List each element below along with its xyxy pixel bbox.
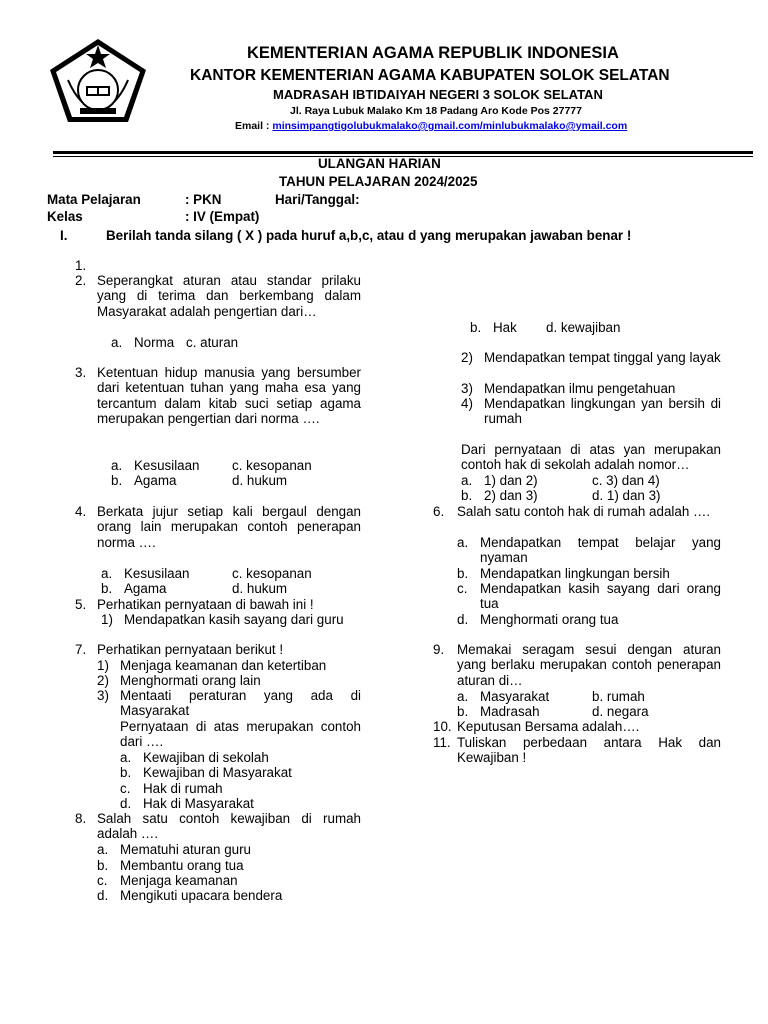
school-logo xyxy=(46,36,150,124)
q2-option-a-letter: a. xyxy=(111,335,123,350)
q3-text: Ketentuan hidup manusia yang bersumber dari ketentuan tuhan yang maha esa yang tercantum dalam kitab suci setiap agama merupakan pengertian dari norma …. xyxy=(97,365,361,427)
q8-number: 8. xyxy=(75,811,87,826)
q6-option-a-letter: a. xyxy=(457,535,469,550)
q8-option-c: Menjaga keamanan xyxy=(120,873,238,888)
q5-statement-4: Mendapatkan lingkungan yan bersih di rumah xyxy=(484,396,721,427)
school-address: Jl. Raya Lubuk Malako Km 18 Padang Aro Kode Pos 27777 xyxy=(290,105,582,117)
q4-option-c: c. kesopanan xyxy=(232,566,312,581)
q5-option-a: 1) dan 2) xyxy=(484,473,538,488)
q11-number: 11. xyxy=(433,735,451,750)
q6-option-c-letter: c. xyxy=(457,581,468,596)
q2-number: 2. xyxy=(75,273,87,288)
q8-option-d: Mengikuti upacara bendera xyxy=(120,888,283,903)
school-name: MADRASAH IBTIDAIYAH NEGERI 3 SOLOK SELATAN xyxy=(273,87,603,102)
q7-statement-1: Menjaga keamanan dan ketertiban xyxy=(120,658,327,673)
q8-option-b: Membantu orang tua xyxy=(120,858,244,873)
q5-statement-3-number: 3) xyxy=(461,381,473,396)
q7-statement-2-number: 2) xyxy=(97,673,109,688)
q3-option-b-letter: b. xyxy=(111,473,123,488)
q1-number: 1. xyxy=(75,258,87,273)
q5-stem: Dari pernyataan di atas yan merupakan contoh hak di sekolah adalah nomor… xyxy=(461,442,721,473)
q5-option-d: d. 1) dan 3) xyxy=(592,488,661,503)
q7-statement-3: Mentaati peraturan yang ada di Masyarakat xyxy=(120,688,361,719)
q8-option-b-letter: b. xyxy=(97,858,109,873)
q8-option-a: Mematuhi aturan guru xyxy=(120,842,252,857)
section-instruction: Berilah tanda silang ( X ) pada huruf a,b,c, atau d yang merupakan jawaban benar ! xyxy=(106,228,632,243)
q7-number: 7. xyxy=(75,642,87,657)
q2-option-b-letter: b. xyxy=(470,320,482,335)
q7-option-d-letter: d. xyxy=(120,796,132,811)
q3-option-a-letter: a. xyxy=(111,458,123,473)
q4-option-d: d. hukum xyxy=(232,581,288,596)
q6-option-a: Mendapatkan tempat belajar yang nyaman xyxy=(480,535,721,566)
q9-option-a: Masyarakat xyxy=(480,689,550,704)
q5-number: 5. xyxy=(75,597,87,612)
q4-option-a-letter: a. xyxy=(101,566,113,581)
q7-option-a: Kewajiban di sekolah xyxy=(143,750,269,765)
q7-statement-2: Menghormati orang lain xyxy=(120,673,261,688)
q8-text: Salah satu contoh kewajiban di rumah adalah …. xyxy=(97,811,361,842)
q7-statement-1-number: 1) xyxy=(97,658,109,673)
date-label: Hari/Tanggal: xyxy=(275,192,360,207)
q8-option-c-letter: c. xyxy=(97,873,108,888)
q10-text: Keputusan Bersama adalah…. xyxy=(457,719,640,734)
q6-option-c: Mendapatkan kasih sayang dari orang tua xyxy=(480,581,721,612)
q5-statement-3: Mendapatkan ilmu pengetahuan xyxy=(484,381,676,396)
q6-option-b-letter: b. xyxy=(457,566,469,581)
q9-option-b-letter: b. xyxy=(457,704,469,719)
q7-stem: Pernyataan di atas merupakan contoh dari …. xyxy=(120,719,361,750)
q8-option-d-letter: d. xyxy=(97,888,109,903)
ministry-title: KEMENTERIAN AGAMA REPUBLIK INDONESIA xyxy=(247,44,619,62)
q5-text: Perhatikan pernyataan di bawah ini ! xyxy=(97,597,314,612)
q9-number: 9. xyxy=(433,642,445,657)
school-email xyxy=(235,120,627,132)
q3-number: 3. xyxy=(75,365,87,380)
q5-statement-4-number: 4) xyxy=(461,396,473,411)
class-value: : IV (Empat) xyxy=(185,209,260,224)
q3-option-b: Agama xyxy=(134,473,177,488)
q7-statement-3-number: 3) xyxy=(97,688,109,703)
q4-option-b: Agama xyxy=(124,581,167,596)
q9-option-b: Madrasah xyxy=(480,704,540,719)
q5-statement-1: Mendapatkan kasih sayang dari guru xyxy=(124,612,344,627)
exam-year: TAHUN PELAJARAN 2024/2025 xyxy=(279,174,478,189)
q6-option-d: Menghormati orang tua xyxy=(480,612,619,627)
q4-option-a: Kesusilaan xyxy=(124,566,190,581)
q7-text: Perhatikan pernyataan berikut ! xyxy=(97,642,284,657)
q4-option-b-letter: b. xyxy=(101,581,113,596)
q11-text: Tuliskan perbedaan antara Hak dan Kewajiban ! xyxy=(457,735,721,766)
exam-title: ULANGAN HARIAN xyxy=(318,156,441,171)
q3-option-c: c. kesopanan xyxy=(232,458,312,473)
q7-option-c-letter: c. xyxy=(120,781,131,796)
q7-option-a-letter: a. xyxy=(120,750,132,765)
logo-ribbon xyxy=(80,108,116,114)
subject-value: : PKN xyxy=(185,192,222,207)
q4-text: Berkata jujur setiap kali bergaul dengan orang lain merupakan contoh penerapan norma …. xyxy=(97,504,361,550)
email-link[interactable]: minsimpangtigolubukmalako@gmail.com/minlubukmalako@ymail.com xyxy=(272,120,628,132)
q7-option-b-letter: b. xyxy=(120,765,132,780)
q3-option-a: Kesusilaan xyxy=(134,458,200,473)
q9-text: Memakai seragam sesui dengan aturan yang berlaku merupakan contoh penerapan aturan di… xyxy=(457,642,721,688)
header-divider-thick xyxy=(53,151,753,154)
q7-option-c: Hak di rumah xyxy=(143,781,223,796)
q5-option-b: 2) dan 3) xyxy=(484,488,538,503)
q5-option-b-letter: b. xyxy=(461,488,473,503)
q6-number: 6. xyxy=(433,504,445,519)
q5-option-a-letter: a. xyxy=(461,473,473,488)
q2-option-c: c. aturan xyxy=(186,335,239,350)
q9-option-b-right: b. rumah xyxy=(592,689,645,704)
q7-option-b: Kewajiban di Masyarakat xyxy=(143,765,292,780)
q5-statement-1-number: 1) xyxy=(101,612,113,627)
q2-option-a: Norma xyxy=(134,335,175,350)
q3-option-d: d. hukum xyxy=(232,473,288,488)
q2-text: Seperangkat aturan atau standar prilaku yang di terima dan berkembang dalam Masyarakat adalah pengertian dari… xyxy=(97,273,361,319)
q6-option-b: Mendapatkan lingkungan bersih xyxy=(480,566,670,581)
email-label: Email : xyxy=(235,120,273,132)
class-label: Kelas xyxy=(47,209,83,224)
q5-option-c: c. 3) dan 4) xyxy=(592,473,660,488)
q9-option-d: d. negara xyxy=(592,704,649,719)
q5-statement-2: Mendapatkan tempat tinggal yang layak xyxy=(484,350,721,365)
office-title: KANTOR KEMENTERIAN AGAMA KABUPATEN SOLOK SELATAN xyxy=(190,67,670,84)
q2-option-b: Hak xyxy=(493,320,517,335)
q8-option-a-letter: a. xyxy=(97,842,109,857)
q5-statement-2-number: 2) xyxy=(461,350,473,365)
q9-option-a-letter: a. xyxy=(457,689,469,704)
subject-label: Mata Pelajaran xyxy=(47,192,141,207)
q10-number: 10. xyxy=(433,719,452,734)
q4-number: 4. xyxy=(75,504,87,519)
q6-text: Salah satu contoh hak di rumah adalah …. xyxy=(457,504,711,519)
q2-option-d: d. kewajiban xyxy=(546,320,621,335)
q7-option-d: Hak di Masyarakat xyxy=(143,796,254,811)
q6-option-d-letter: d. xyxy=(457,612,469,627)
section-number: I. xyxy=(60,228,68,243)
